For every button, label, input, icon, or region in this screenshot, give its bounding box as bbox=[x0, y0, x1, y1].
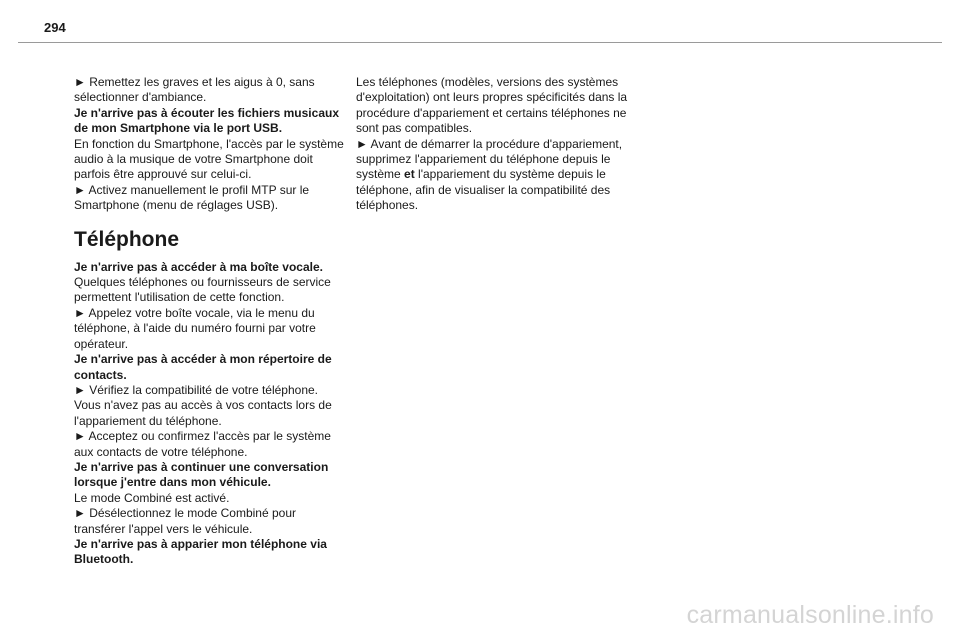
answer-usb-approval: En fonction du Smartphone, l'accès par le système audio à la musique de votre Smartphone doit parfois être approuvé sur celui-ci. bbox=[74, 136, 344, 182]
left-column bbox=[74, 75, 344, 568]
answer-contacts-access: Vous n'avez pas au accès à vos contacts lors de l'appariement du téléphone. bbox=[74, 398, 332, 428]
right-column bbox=[356, 75, 631, 214]
question-conversation: Je n'arrive pas à continuer une conversation lorsque j'entre dans mon véhicule. bbox=[74, 459, 329, 490]
watermark-text: carmanualsonline.info bbox=[686, 601, 934, 629]
instruction-deselect-handset: ► Désélectionnez le mode Combiné pour transférer l'appel vers le véhicule. bbox=[74, 506, 296, 536]
answer-voicemail: Quelques téléphones ou fournisseurs de service permettent l'utilisation de cette fonction. bbox=[74, 275, 331, 305]
question-bluetooth-pairing: Je n'arrive pas à apparier mon téléphone via Bluetooth. bbox=[74, 536, 327, 567]
question-voicemail: Je n'arrive pas à accéder à ma boîte vocale. bbox=[74, 259, 323, 274]
instruction-delete-pairing bbox=[356, 137, 631, 214]
instruction-mtp-profile: ► Activez manuellement le profil MTP sur le Smartphone (menu de réglages USB). bbox=[74, 182, 310, 213]
answer-phone-specificities: Les téléphones (modèles, versions des systèmes d'exploitation) ont leurs propres spécificités dans la procédure d'appariement et certains téléphones ne sont pas compatibles. bbox=[356, 75, 628, 136]
instruction-delete-pairing-start: ► Avant de démarrer la procédure d'appariement, supprimez l'appariement du téléphone depuis le système bbox=[356, 136, 623, 182]
instruction-bass-treble: ► Remettez les graves et les aigus à 0, sans sélectionner d'ambiance. bbox=[74, 75, 315, 105]
instruction-delete-pairing-emphasis: et bbox=[404, 167, 415, 182]
instruction-delete-pairing-end: l'appariement du système depuis le téléphone, afin de visualiser la compatibilité des téléphones. bbox=[356, 167, 611, 213]
instruction-accept-access: ► Acceptez ou confirmez l'accès par le système aux contacts de votre téléphone. bbox=[74, 429, 331, 459]
page-number: 294 bbox=[44, 20, 66, 35]
answer-handset-mode: Le mode Combiné est activé. bbox=[74, 490, 230, 505]
question-contacts: Je n'arrive pas à accéder à mon répertoire de contacts. bbox=[74, 352, 332, 382]
instruction-call-voicemail: ► Appelez votre boîte vocale, via le menu du téléphone, à l'aide du numéro fourni par votre opérateur. bbox=[74, 305, 316, 351]
header-divider bbox=[18, 42, 942, 43]
section-title-telephone: Téléphone bbox=[74, 227, 180, 251]
instruction-check-compatibility: ► Vérifiez la compatibilité de votre téléphone. bbox=[74, 382, 319, 397]
question-usb-music: Je n'arrive pas à écouter les fichiers musicaux de mon Smartphone via le port USB. bbox=[74, 105, 339, 136]
